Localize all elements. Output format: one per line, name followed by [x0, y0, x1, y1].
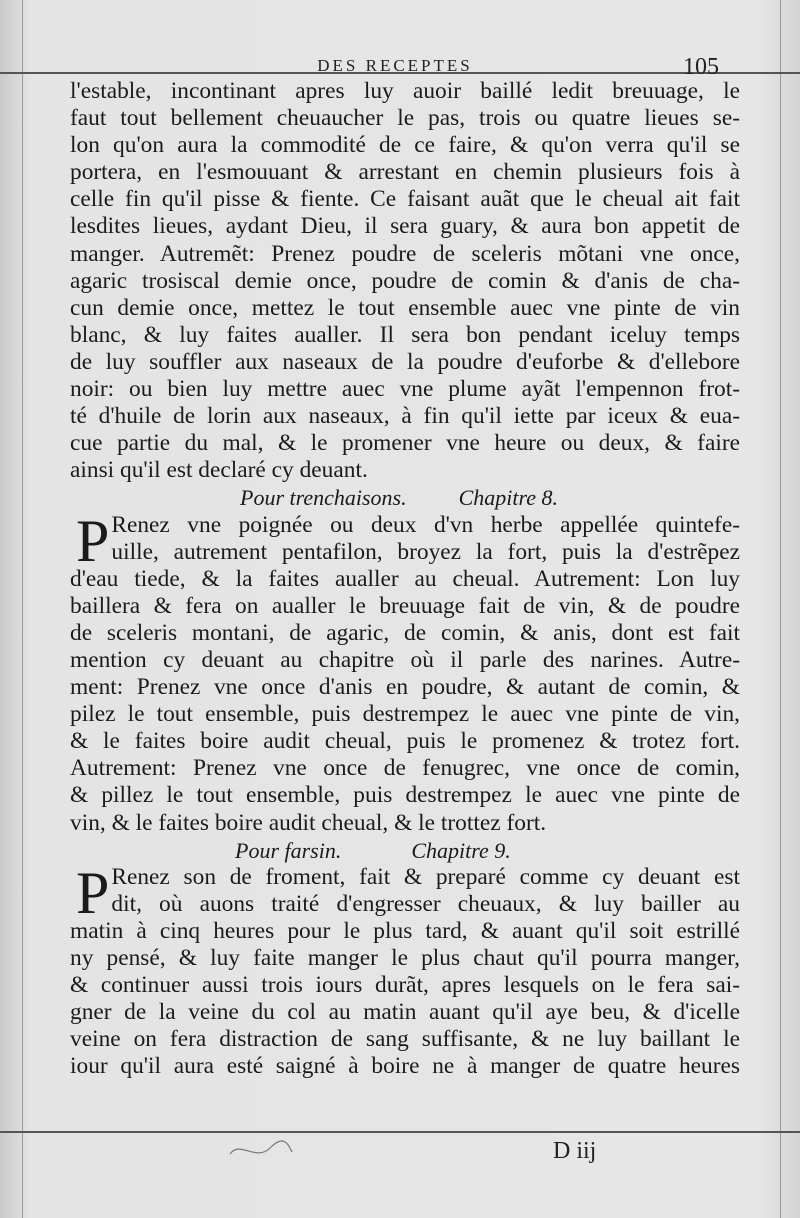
chapter-heading-9 [70, 837, 740, 864]
text-line: de sceleris montani, de agaric, de comin, & anis, dont est fait [70, 619, 740, 646]
text-line: Renez vne poignée ou deux d'vn herbe appellée quintefe- [111, 511, 740, 538]
running-head: DES RECEPTES [317, 56, 473, 75]
signature-mark: D iij [553, 1138, 597, 1164]
text-line: d'eau tiede, & la faites aualler au cheual. Autrement: Lon luy [70, 565, 740, 592]
text-line: lesdites lieues, aydant Dieu, il sera guary, & aura bon appetit de [70, 213, 740, 240]
text-line: pilez le tout ensemble, puis destrempez le auec vne pinte de vin, [70, 701, 740, 728]
text-line: faut tout bellement cheuaucher le pas, trois ou quatre lieues se- [70, 105, 740, 132]
paragraph-2 [70, 507, 740, 837]
text-line: veine on fera distraction de sang suffisante, & ne luy baillant le [70, 1026, 740, 1053]
text-line: ment: Prenez vne once d'anis en poudre, & autant de comin, & [70, 674, 740, 701]
page-number: 105 [683, 54, 719, 80]
text-line: noir: ou bien luy mettre auec vne plume ayãt l'empennon frot- [70, 376, 740, 403]
text-line: & pillez le tout ensemble, puis destrempez le auec vne pinte de [70, 782, 740, 809]
chapter-label: Chapitre 9. [411, 837, 511, 863]
text-line: ny pensé, & luy faite manger le plus chaut qu'il pourra manger, [70, 945, 740, 971]
paragraph-1 [70, 78, 740, 484]
text-line: uille, autrement pentafilon, broyez la fort, puis la d'estrẽpez [111, 538, 740, 565]
drop-cap: P [76, 859, 110, 926]
ink-flourish-icon [226, 1136, 296, 1166]
page-edge-line-left [22, 0, 23, 1218]
text-line: Autrement: Prenez vne once de fenugrec, vne once de comin, [70, 755, 740, 782]
text-line: celle fin qu'il pisse & fiente. Ce faisant auãt que le cheual ait fait [70, 186, 740, 213]
text-line: mention cy deuant au chapitre où il parle des narines. Autre- [70, 646, 740, 673]
text-line: & le faites boire audit cheual, puis le promenez & trotez fort. [70, 728, 740, 755]
text-line: matin à cinq heures pour le plus tard, & auant qu'il soit estrillé [70, 917, 740, 944]
text-line: té d'huile de lorin aux naseaux, à fin qu'il iette par iceux & eua- [70, 403, 740, 430]
text-line: portera, en l'esmouuant & arrestant en chemin plusieurs fois à [70, 159, 740, 186]
text-line: ainsi qu'il est declaré cy deuant. [70, 457, 368, 484]
text-line: lon qu'on aura la commodité de ce faire, & qu'on verra qu'il se [70, 132, 740, 159]
body-text [70, 78, 740, 1080]
text-line: Renez son de froment, fait & preparé comme cy deuant est [111, 863, 740, 890]
text-line: de luy souffler aux naseaux de la poudre d'euforbe & d'ellebore [70, 348, 740, 375]
text-line: manger. Autremẽt: Prenez poudre de sceleris mõtani vne once, [70, 240, 740, 267]
text-line: baillera & fera on aualler le breuuage fait de vin, & de poudre [70, 592, 740, 619]
text-line: agaric trosiscal demie once, poudre de comin & d'anis de cha- [70, 267, 740, 294]
drop-cap: P [76, 507, 110, 574]
text-line: gner de la veine du col au matin auant qu'il aye beu, & d'icelle [70, 999, 740, 1026]
text-line: cun demie once, mettez le tout ensemble auec vne pinte de vin [70, 294, 740, 321]
heading-title: Pour trenchaisons. [240, 485, 407, 511]
text-line: blanc, & luy faites aualler. Il sera bon pendant iceluy temps [70, 321, 740, 348]
page-edge-line-right [780, 0, 781, 1218]
footer-rule [0, 1131, 800, 1133]
text-line: & continuer aussi trois iours durãt, apres lesquels on le fera sai- [70, 972, 740, 999]
text-line: dit, où auons traité d'engresser cheuaux, & luy bailler au [111, 890, 740, 917]
text-line: vin, & le faites boire audit cheual, & le trottez fort. [70, 809, 547, 836]
chapter-label: Chapitre 8. [458, 485, 559, 511]
chapter-heading-8 [70, 484, 740, 511]
paragraph-3 [70, 859, 740, 1081]
heading-title: Pour farsin. [235, 837, 342, 863]
text-line: iour qu'il aura esté saigné à boire ne à manger de quatre heures [70, 1053, 740, 1080]
text-line: cue partie du mal, & le promener vne heure ou deux, & faire [70, 430, 740, 457]
text-line: l'estable, incontinant apres luy auoir baillé ledit breuuage, le [70, 78, 740, 104]
